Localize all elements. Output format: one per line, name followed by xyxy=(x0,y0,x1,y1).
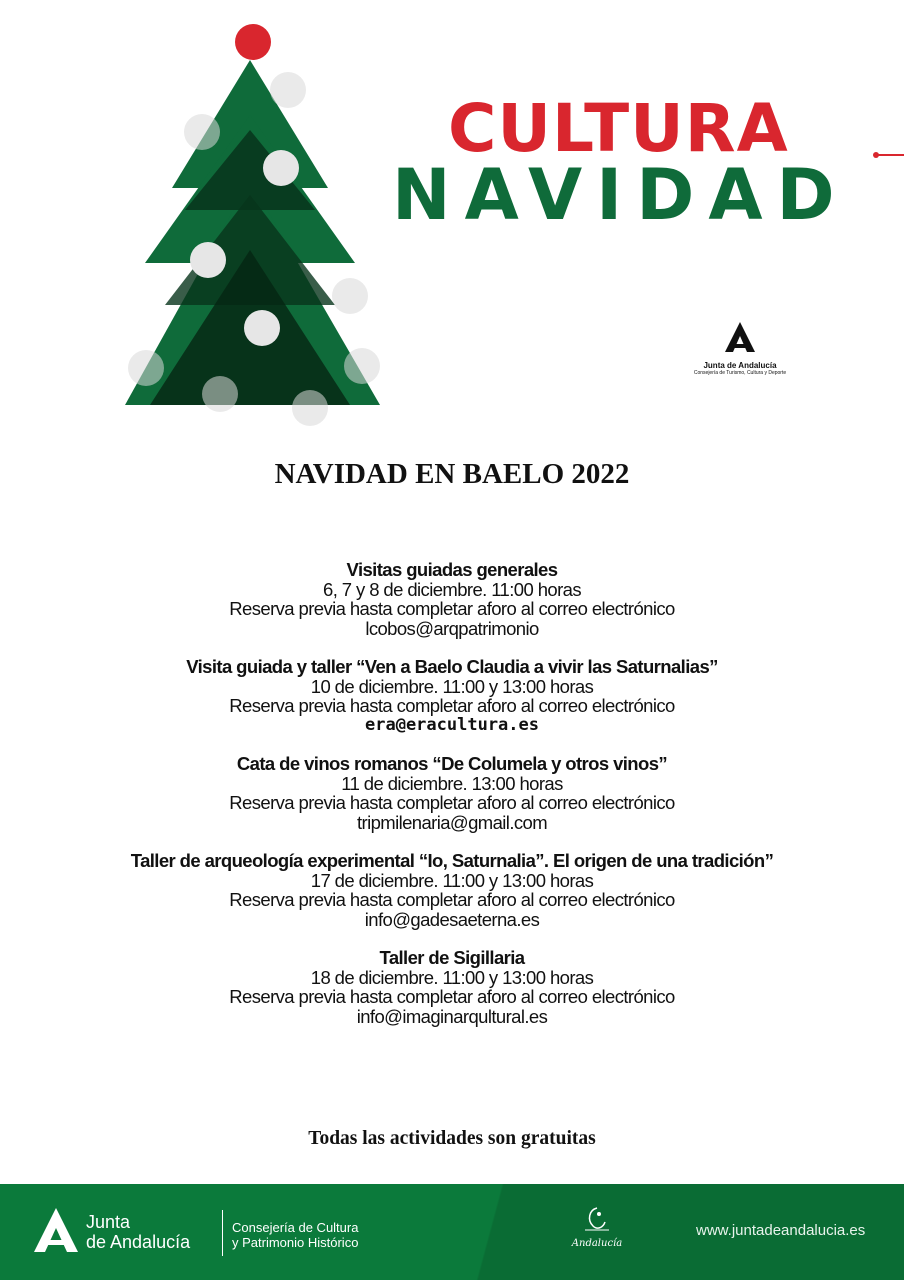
event-date: 6, 7 y 8 de diciembre. 11:00 horas xyxy=(323,578,581,600)
event-reserva: Reserva previa hasta completar aforo al correo electrónico xyxy=(229,598,675,619)
event-title: Visitas guiadas generales xyxy=(346,559,558,580)
footer-consejeria-line1: Consejería de Cultura xyxy=(232,1220,359,1235)
andalucia-emblem-icon xyxy=(579,1206,615,1234)
event-date: 10 de diciembre. 11:00 y 13:00 horas xyxy=(310,675,594,697)
junta-andalucia-logo-icon xyxy=(32,1206,80,1254)
event-reserva: Reserva previa hasta completar aforo al correo electrónico xyxy=(229,889,675,910)
event-date: 17 de diciembre. 11:00 y 13:00 horas xyxy=(310,869,594,891)
event-date: 18 de diciembre. 11:00 y 13:00 horas xyxy=(310,966,594,988)
event-email: era@eracultura.es xyxy=(365,714,539,735)
decorative-line xyxy=(876,154,904,156)
logo-navidad: NAVIDAD xyxy=(392,154,849,236)
event-reserva: Reserva previa hasta completar aforo al correo electrónico xyxy=(229,792,675,813)
event-item xyxy=(0,948,904,1026)
event-title: Taller de arqueología experimental “Io, Saturnalia”. El origen de una tradición” xyxy=(130,850,774,871)
event-item xyxy=(0,560,904,638)
events-list xyxy=(0,560,904,1045)
event-email: lcobos@arqpatrimonio xyxy=(365,617,539,639)
page-title: NAVIDAD EN BAELO 2022 xyxy=(274,458,630,490)
event-title: Visita guiada y taller “Ven a Baelo Claudia a vivir las Saturnalias” xyxy=(186,656,718,677)
footer-consejeria xyxy=(232,1220,358,1250)
event-reserva: Reserva previa hasta completar aforo al correo electrónico xyxy=(229,986,675,1007)
footer-divider xyxy=(222,1210,223,1256)
event-item xyxy=(0,657,904,735)
andalucia-emblem-word: Andalucía xyxy=(571,1238,623,1249)
event-item xyxy=(0,851,904,929)
event-title: Cata de vinos romanos “De Columela y otros vinos” xyxy=(236,753,668,774)
logo-cultura: CULTURA xyxy=(448,90,789,167)
footer-junta-name xyxy=(86,1212,190,1252)
andalucia-emblem xyxy=(560,1206,634,1249)
junta-andalucia-logo-icon xyxy=(723,320,757,354)
junta-andalucia-logo-small xyxy=(690,320,790,376)
event-email: info@imaginarqultural.es xyxy=(356,1005,548,1027)
event-date: 11 de diciembre. 13:00 horas xyxy=(341,772,563,794)
footer-junta-line1: Junta xyxy=(86,1212,131,1232)
footer-junta-line2: de Andalucía xyxy=(86,1232,191,1252)
event-email: tripmilenaria@gmail.com xyxy=(356,811,548,833)
event-email: info@gadesaeterna.es xyxy=(364,908,540,930)
christmas-tree-icon xyxy=(110,20,400,430)
junta-small-name: Junta de Andalucía xyxy=(703,361,777,370)
footer xyxy=(0,1184,904,1280)
footer-consejeria-line2: y Patrimonio Histórico xyxy=(232,1235,359,1250)
footnote: Todas las actividades son gratuitas xyxy=(308,1128,596,1149)
event-reserva: Reserva previa hasta completar aforo al correo electrónico xyxy=(229,695,675,716)
junta-small-consejeria: Consejería de Turismo, Cultura y Deporte xyxy=(693,370,787,376)
event-item xyxy=(0,754,904,832)
event-title: Taller de Sigillaria xyxy=(379,947,525,968)
footer-url-link[interactable]: www.juntadeandalucia.es xyxy=(696,1222,866,1239)
